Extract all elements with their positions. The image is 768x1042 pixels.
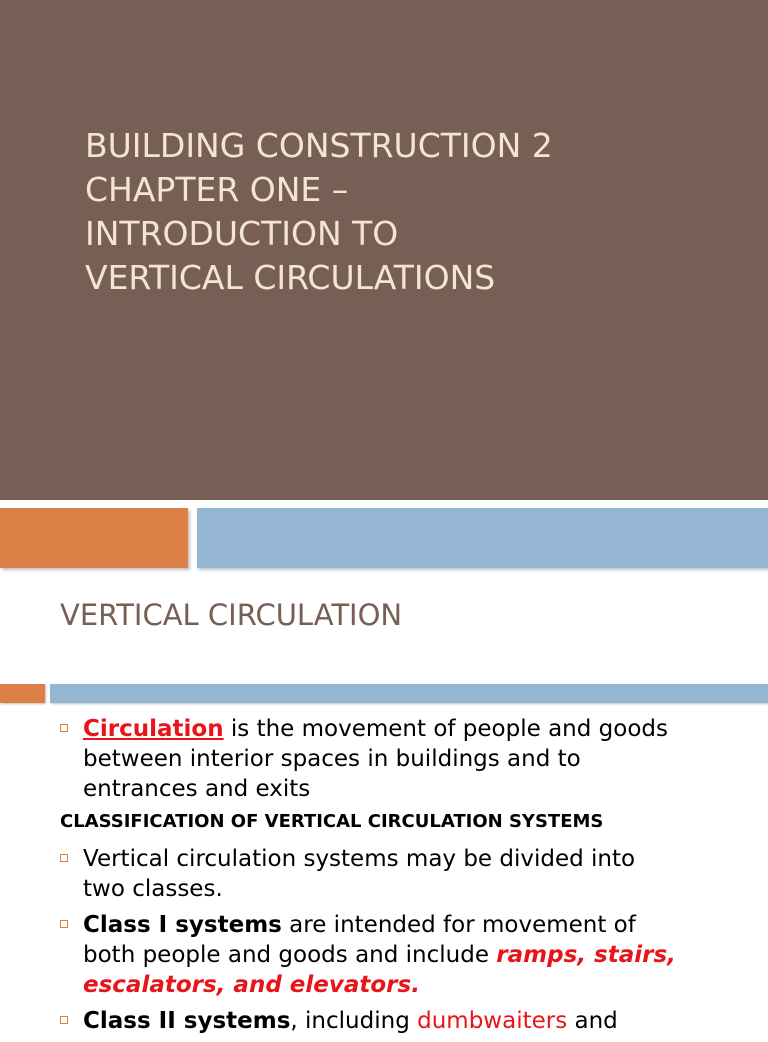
title-line-2: CHAPTER ONE – (85, 170, 349, 209)
bullet-circulation: Circulation is the movement of people and goods between interior spaces in buildings and to entrances and exits (60, 714, 760, 804)
square-bullet-icon (60, 854, 68, 862)
classification-heading: CLASSIFICATION OF VERTICAL CIRCULATION SYSTEMS (60, 811, 604, 832)
slide-body (60, 714, 760, 1042)
bullet-class-two: Class II systems, including dumbwaiters and (60, 1006, 760, 1036)
term-dumbwaiters: dumbwaiters (417, 1008, 568, 1034)
title-line-1: BUILDING CONSTRUCTION 2 (85, 126, 553, 165)
bullet-two-classes: Vertical circulation systems may be divided into two classes. (60, 844, 760, 904)
term-class-two: Class II systems (83, 1008, 291, 1034)
title-line-3: INTRODUCTION TO (85, 214, 399, 253)
square-bullet-icon (60, 920, 68, 928)
header-band-blue (197, 508, 768, 568)
square-bullet-icon (60, 724, 68, 732)
divider-band-orange (0, 684, 45, 703)
divider-band-blue (50, 684, 768, 703)
title-slide-heading (85, 124, 725, 300)
title-line-4: VERTICAL CIRCULATIONS (85, 258, 496, 297)
square-bullet-icon (60, 1016, 68, 1024)
term-class-one: Class I systems (83, 912, 282, 938)
term-circulation: Circulation (83, 716, 224, 742)
title-slide (0, 0, 768, 500)
slide-title: VERTICAL CIRCULATION (60, 598, 403, 632)
bullet-class-one: Class I systems are intended for movement of both people and goods and include ramps, stairs, escalators, and elevators. (60, 910, 760, 1000)
header-band-orange (0, 508, 188, 568)
